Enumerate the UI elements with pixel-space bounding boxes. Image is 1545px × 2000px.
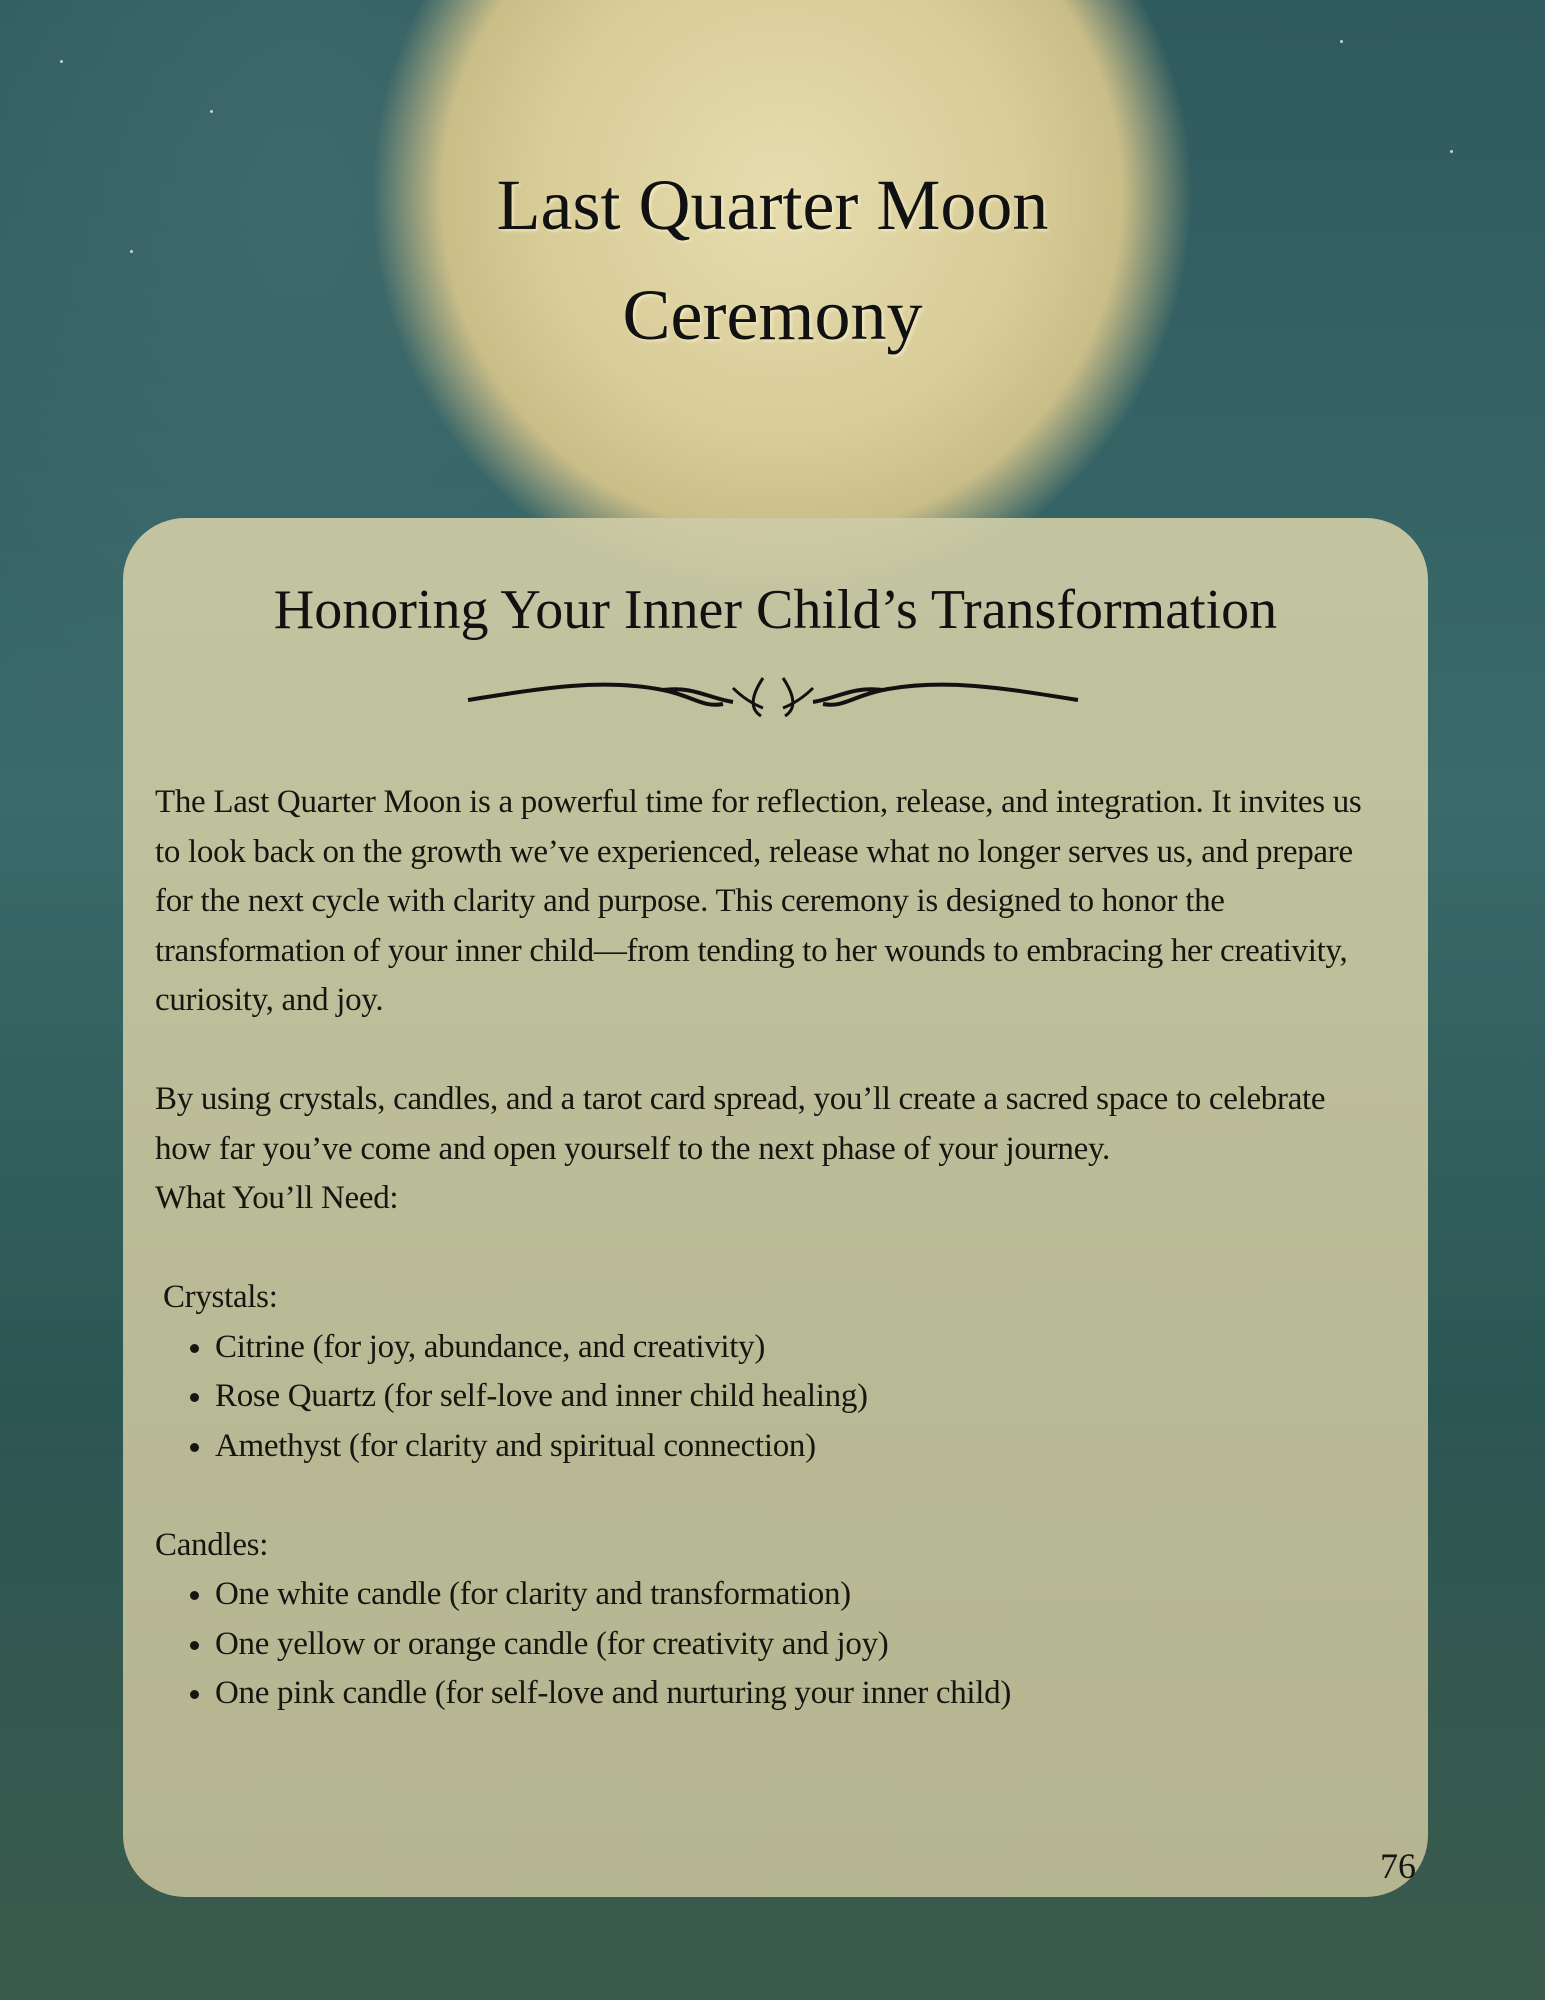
needs-heading: What You’ll Need:: [155, 1180, 399, 1216]
candles-heading: Candles:: [155, 1526, 269, 1563]
star: [210, 110, 213, 113]
page-title: [0, 150, 1545, 370]
section-subtitle: Honoring Your Inner Child’s Transformation: [273, 579, 1278, 641]
list-item: • One yellow or orange candle (for creativity and joy): [215, 1620, 1388, 1670]
list-item: • One pink candle (for self-love and nurturing your inner child): [215, 1669, 1388, 1719]
crystals-list: [155, 1323, 1388, 1472]
title-line-2: Ceremony: [622, 275, 923, 355]
crystals-heading: Crystals:: [155, 1279, 278, 1315]
star: [1340, 40, 1343, 43]
candles-list: [155, 1570, 1388, 1719]
intro-paragraph: The Last Quarter Moon is a powerful time for reflection, release, and integration. It invites us to look back on the growth we’ve experienced, release what no longer serves us, and prepare for the next cycle with clarity and purpose. This ceremony is designed to honor the transformation of your inner child—from tending to her wounds to embracing her creativity, curiosity, and joy.: [155, 784, 1362, 1018]
list-item: • One white candle (for clarity and transformation): [215, 1570, 1388, 1620]
star: [60, 60, 63, 63]
title-line-1: Last Quarter Moon: [496, 165, 1049, 245]
page-number: 76: [1380, 1846, 1416, 1886]
flourish-divider-icon: [463, 668, 1083, 728]
list-item: • Rose Quartz (for self-love and inner child healing): [215, 1372, 1388, 1422]
card-body: [155, 778, 1388, 1719]
content-card: [123, 518, 1428, 1897]
list-item: • Amethyst (for clarity and spiritual connection): [215, 1422, 1388, 1472]
list-item: • Citrine (for joy, abundance, and creativity): [215, 1323, 1388, 1373]
second-paragraph: By using crystals, candles, and a tarot card spread, you’ll create a sacred space to celebrate how far you’ve come and open yourself to the next phase of your journey.: [155, 1081, 1326, 1167]
